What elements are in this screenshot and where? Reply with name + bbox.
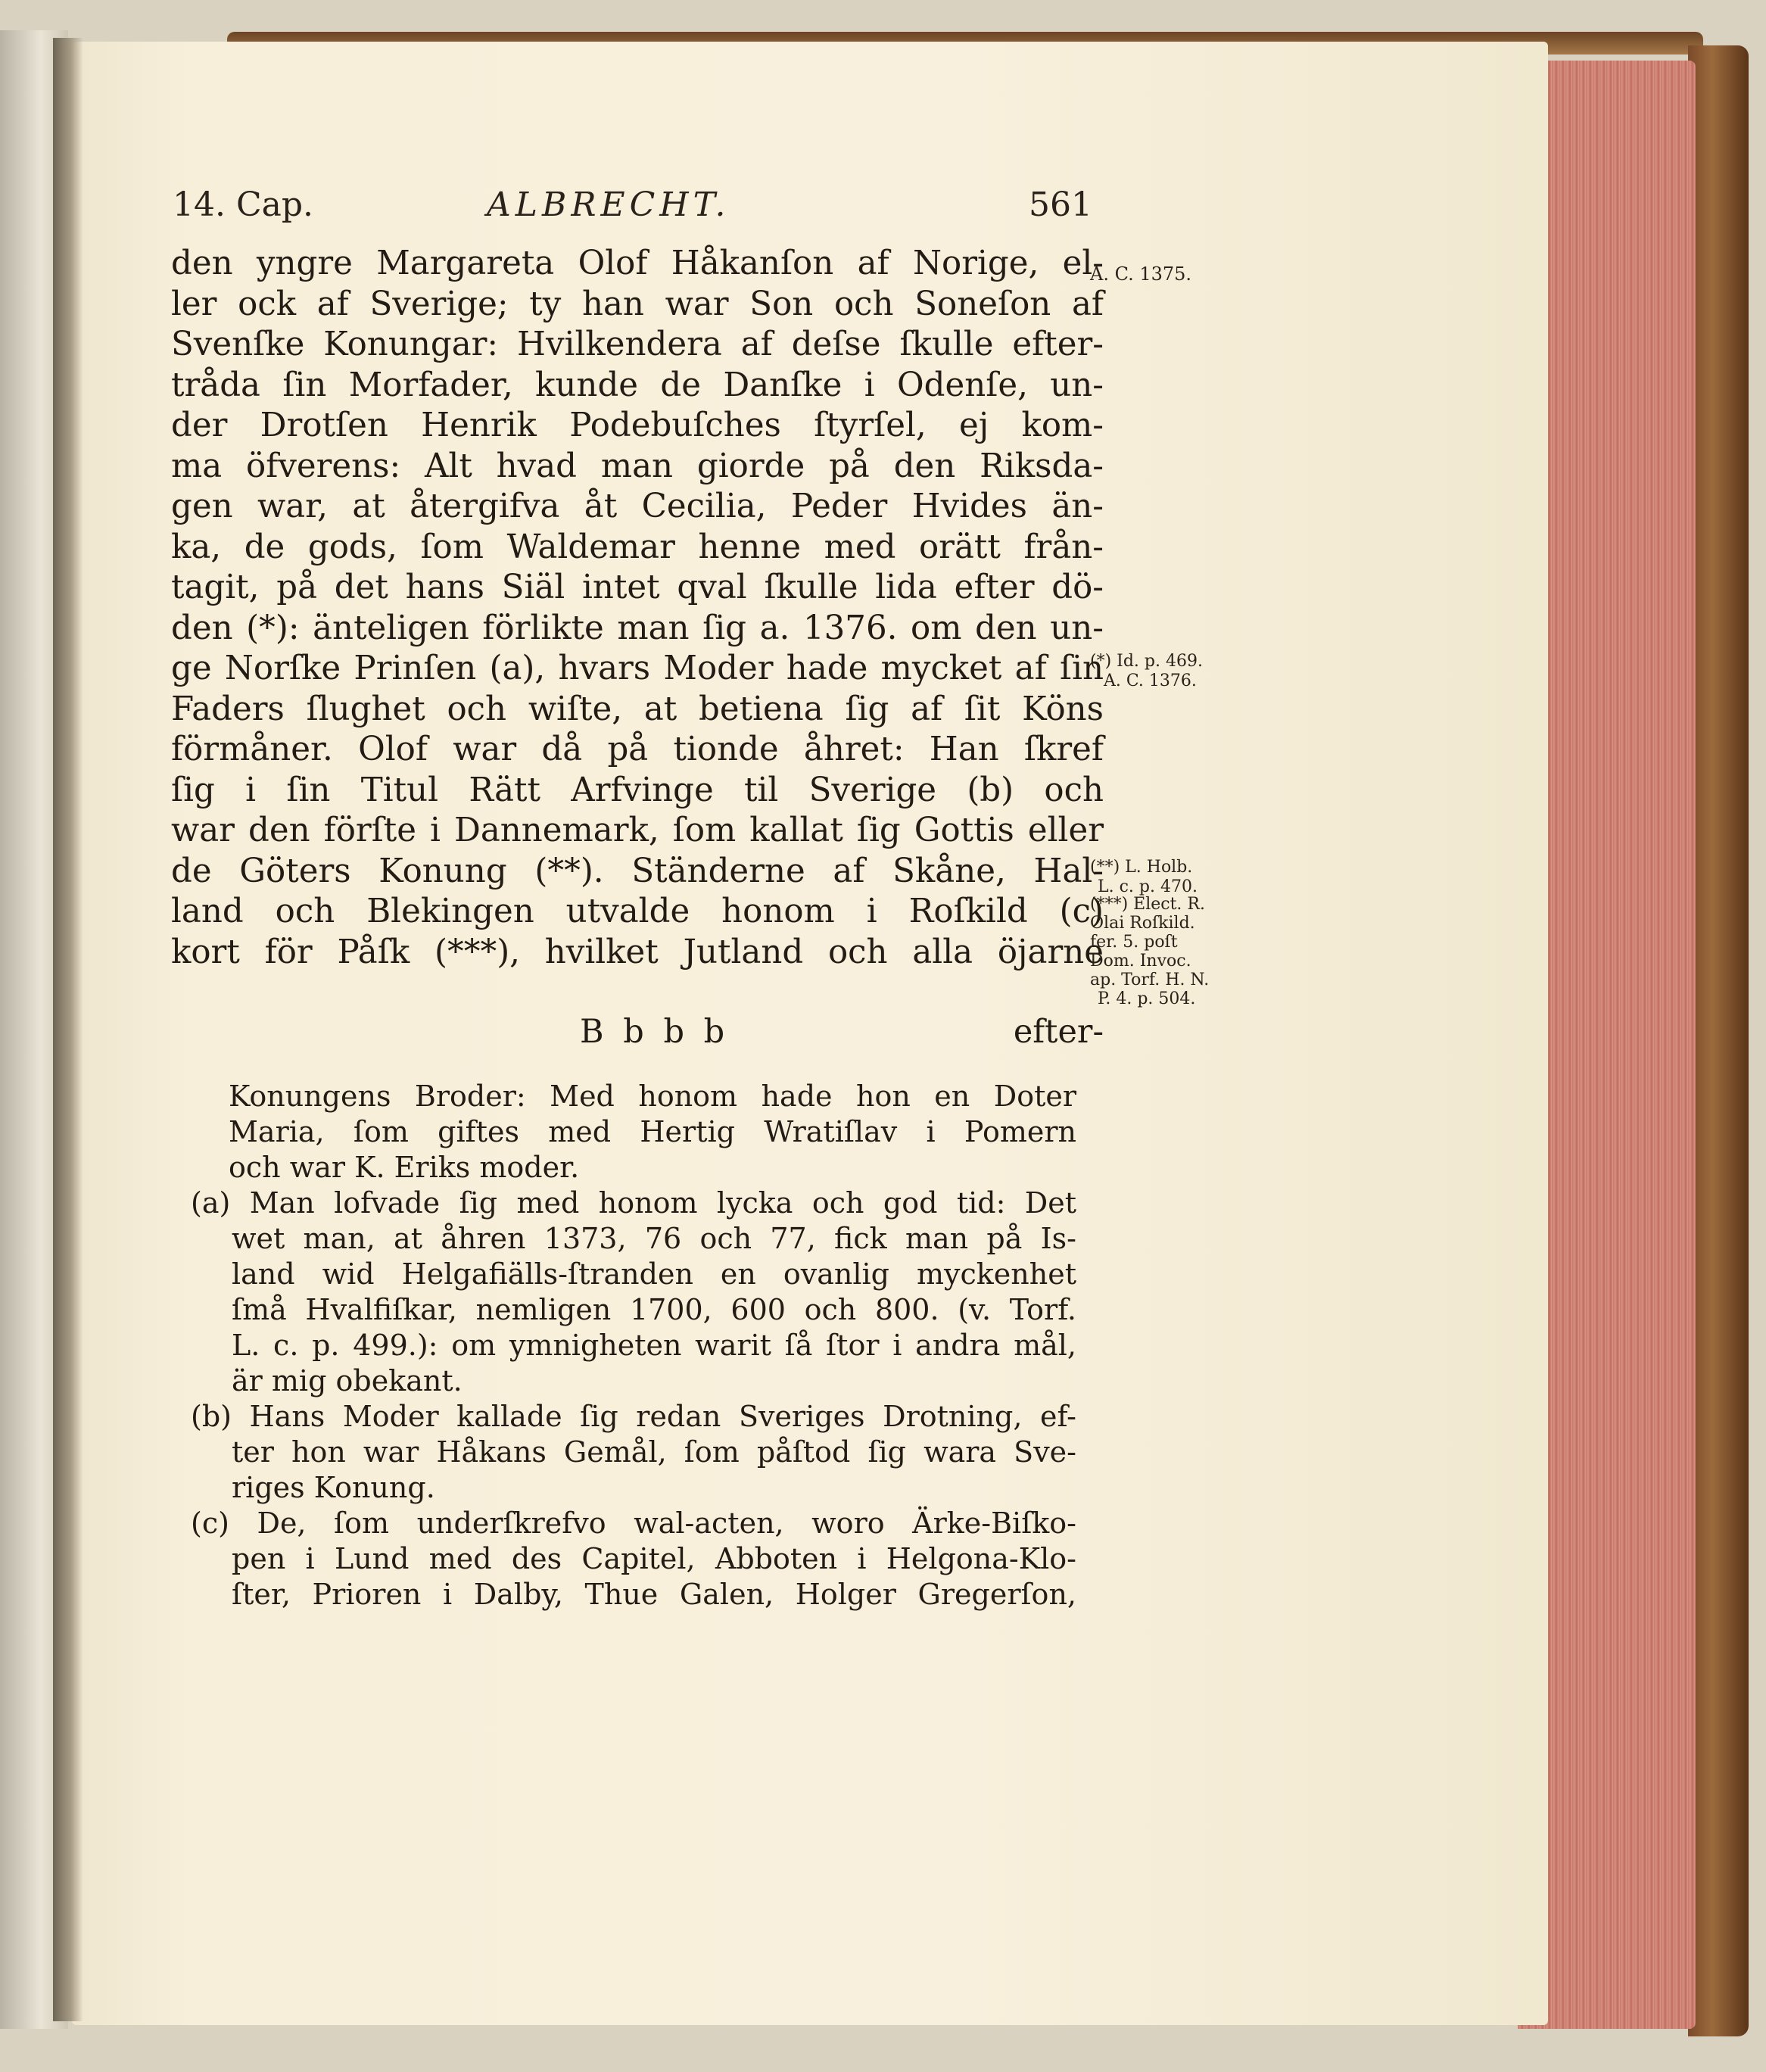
text-line: ler ock af Sverige; ty han war Son och Soneſon af <box>171 285 1104 323</box>
text-line: ſig i ſin Titul Rätt Arfvinge til Sverige (b) och <box>171 771 1104 809</box>
text-line: Faders ſlughet och wiſte, at betiena ſig af ſit Köns <box>171 690 1104 728</box>
footnote-line: ſter, Prioren i Dalby, Thue Galen, Holger Gregerſon, <box>232 1578 1076 1611</box>
footnote-line: riges Konung. <box>232 1471 435 1504</box>
text-line: förmåner. Olof war då på tionde åhret: Han ſkref <box>171 731 1104 768</box>
footnote-line: pen i Lund med des Capitel, Abboten i Helgona-Klo- <box>232 1542 1076 1575</box>
catch-line <box>171 1013 1104 1055</box>
margin-note: Dom. Invoc. <box>1090 952 1191 971</box>
chapter-label: 14. Cap. <box>173 185 314 224</box>
text-line: de Göters Konung (**). Ständerne af Skåne, Hal- <box>171 852 1104 890</box>
text-line: den (*): änteligen förlikte man ſig a. 1376. om den un- <box>171 609 1104 647</box>
footnote-line: land wid Helgafiälls-ſtranden en ovanlig myckenhet <box>232 1257 1076 1291</box>
margin-note: A. C. 1375. <box>1090 263 1192 285</box>
footnote-line: ſmå Hvalfiſkar, nemligen 1700, 600 och 800. (v. Torf. <box>232 1293 1076 1326</box>
footnote-line: och war K. Eriks moder. <box>229 1151 580 1184</box>
text-line: ma öfverens: Alt hvad man giorde på den Riksda- <box>171 447 1104 485</box>
footnote-line: ter hon war Håkans Gemål, ſom påſtod ſig wara Sve- <box>232 1435 1076 1469</box>
margin-note: (***) Elect. R. <box>1090 895 1205 914</box>
text-line: tagit, på det hans Siäl intet qval ſkulle lida efter dö- <box>171 569 1104 606</box>
footnote-b <box>191 1399 1076 1506</box>
footnote-line: (c) De, ſom underſkrefvo wal-acten, woro Ärke-Biſko- <box>191 1506 1076 1540</box>
page-number: 561 <box>1029 185 1092 224</box>
text-line: ge Norſke Prinſen (a), hvars Moder hade mycket af ſin <box>171 650 1104 687</box>
text-line: tråda ſin Morfader, kunde de Danſke i Odenſe, un- <box>171 366 1104 404</box>
text-line: den yngre Margareta Olof Håkanſon af Norige, el- <box>171 245 1104 282</box>
text-line: land och Blekingen utvalde honom i Roſkild (c) <box>171 893 1104 930</box>
footnotes <box>191 1079 1076 1612</box>
text-line: Svenſke Konungar: Hvilkendera af deſse ſkulle efter- <box>171 326 1104 363</box>
running-header <box>173 185 1092 231</box>
margin-note: (**) L. Holb. <box>1090 858 1193 877</box>
footnote-c <box>191 1506 1076 1612</box>
margin-note: ap. Torf. H. N. <box>1090 971 1210 989</box>
catchword: efter- <box>1013 1013 1104 1051</box>
footnote-line: Maria, ſom giftes med Hertig Wratiſlav i Pomern <box>229 1115 1076 1148</box>
footnote-line: L. c. p. 499.): om ymnigheten warit ſå ſtor i andra mål, <box>232 1329 1076 1362</box>
running-title: ALBRECHT. <box>487 185 730 224</box>
margin-note: fer. 5. poſt <box>1090 933 1178 952</box>
text-line: der Drotſen Henrik Podebuſches ſtyrſel, ej kom- <box>171 407 1104 444</box>
spine-shadow <box>53 38 83 2021</box>
margin-note: P. 4. p. 504. <box>1098 989 1196 1008</box>
footnote-line: wet man, at åhren 1373, 76 och 77, fick man på Is- <box>232 1222 1076 1255</box>
text-line: gen war, at återgifva åt Cecilia, Peder Hvides än- <box>171 488 1104 525</box>
footnote-line: är mig obekant. <box>232 1364 463 1397</box>
margin-note: L. c. p. 470. <box>1098 877 1198 896</box>
footnote-line: Konungens Broder: Med honom hade hon en Doter <box>229 1080 1076 1113</box>
footnote-continuation <box>191 1079 1076 1186</box>
margin-note: (*) Id. p. 469. <box>1090 652 1203 671</box>
main-text <box>171 244 1104 973</box>
signature-mark: B b b b <box>580 1013 730 1051</box>
book-binding <box>1688 45 1749 2036</box>
text-line: ka, de gods, ſom Waldemar henne med orätt från- <box>171 528 1104 566</box>
text-line: war den förſte i Dannemark, ſom kallat ſig Gottis eller <box>171 812 1104 849</box>
margin-note: A. C. 1376. <box>1104 671 1197 690</box>
footnote-a <box>191 1186 1076 1399</box>
footnote-line: (a) Man lofvade ſig med honom lycka och god tid: Det <box>191 1186 1076 1220</box>
margin-note: Olai Roſkild. <box>1090 914 1195 933</box>
text-line: kort för Påſk (***), hvilket Jutland och alla öjarne <box>171 933 1104 971</box>
footnote-line: (b) Hans Moder kallade ſig redan Sveriges Drotning, ef- <box>191 1400 1076 1433</box>
